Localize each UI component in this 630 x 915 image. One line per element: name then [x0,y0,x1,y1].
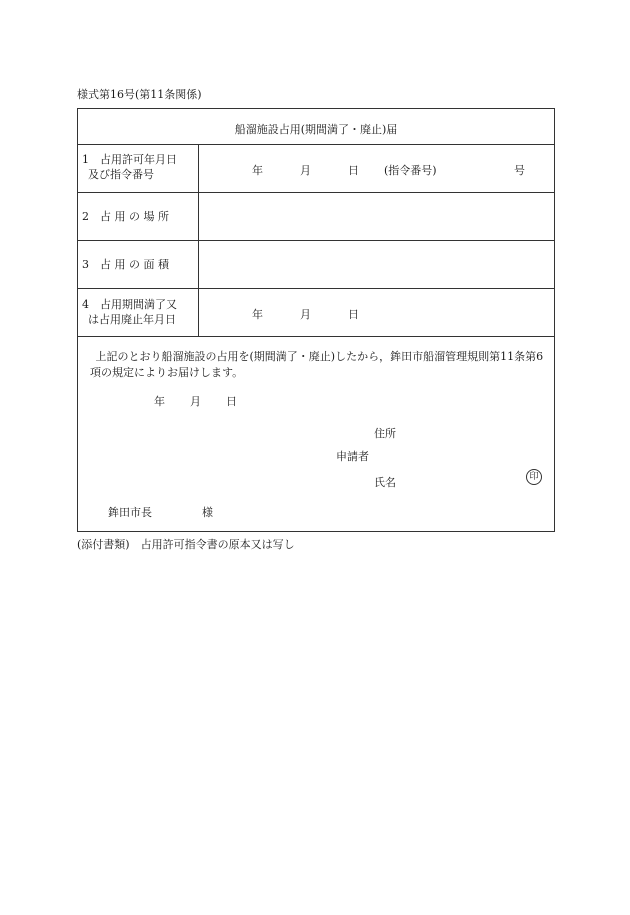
notification-form [77,108,555,532]
expiry-date-label-line2: は占用廃止年月日 [88,313,176,326]
permit-day-field[interactable]: 日 [348,164,359,177]
expiry-date-label-line1: 4 占用期間満了又 [82,298,177,311]
address-label: 住所 [374,427,396,440]
column-divider [198,144,199,336]
row-divider [78,336,554,337]
place-label [82,209,194,224]
expiry-month-field[interactable]: 月 [300,308,311,321]
order-number-field[interactable]: 号 [514,164,525,177]
permit-date-label [82,152,194,182]
area-label-text: 3 占 用 の 面 積 [82,258,169,271]
permit-year-field[interactable]: 年 [252,164,263,177]
honorific-label: 様 [202,506,213,519]
permit-month-field[interactable]: 月 [300,164,311,177]
form-number-label: 様式第16号(第11条関係) [77,88,202,101]
form-title: 船溜施設占用(期間満了・廃止)届 [234,123,398,136]
declaration-text: 上記のとおり船溜施設の占用を(期間満了・廃止)したから，鉾田市船溜管理規則第11条第6項の規定によりお届けします。 [90,350,544,379]
expiry-date-label [82,297,194,327]
mayor-label: 鉾田市長 [108,506,152,519]
row-divider [78,192,554,193]
applicant-label: 申請者 [336,450,369,463]
place-field[interactable] [202,195,550,237]
attachment-note: (添付書類) 占用許可指令書の原本又は写し [77,538,295,551]
row-divider [78,144,554,145]
row-divider [78,240,554,241]
area-label [82,257,194,272]
area-field[interactable] [202,243,550,285]
place-label-text: 2 占 用 の 場 所 [82,210,169,223]
seal-icon: 印 [526,469,542,485]
row-divider [78,288,554,289]
permit-date-label-line2: 及び指令番号 [88,168,154,181]
submission-month-field[interactable]: 月 [190,395,201,408]
expiry-year-field[interactable]: 年 [252,308,263,321]
order-number-label: (指令番号) [384,164,437,177]
name-label: 氏名 [374,476,396,489]
submission-day-field[interactable]: 日 [226,395,237,408]
submission-year-field[interactable]: 年 [154,395,165,408]
permit-date-label-line1: 1 占用許可年月日 [82,153,177,166]
expiry-day-field[interactable]: 日 [348,308,359,321]
